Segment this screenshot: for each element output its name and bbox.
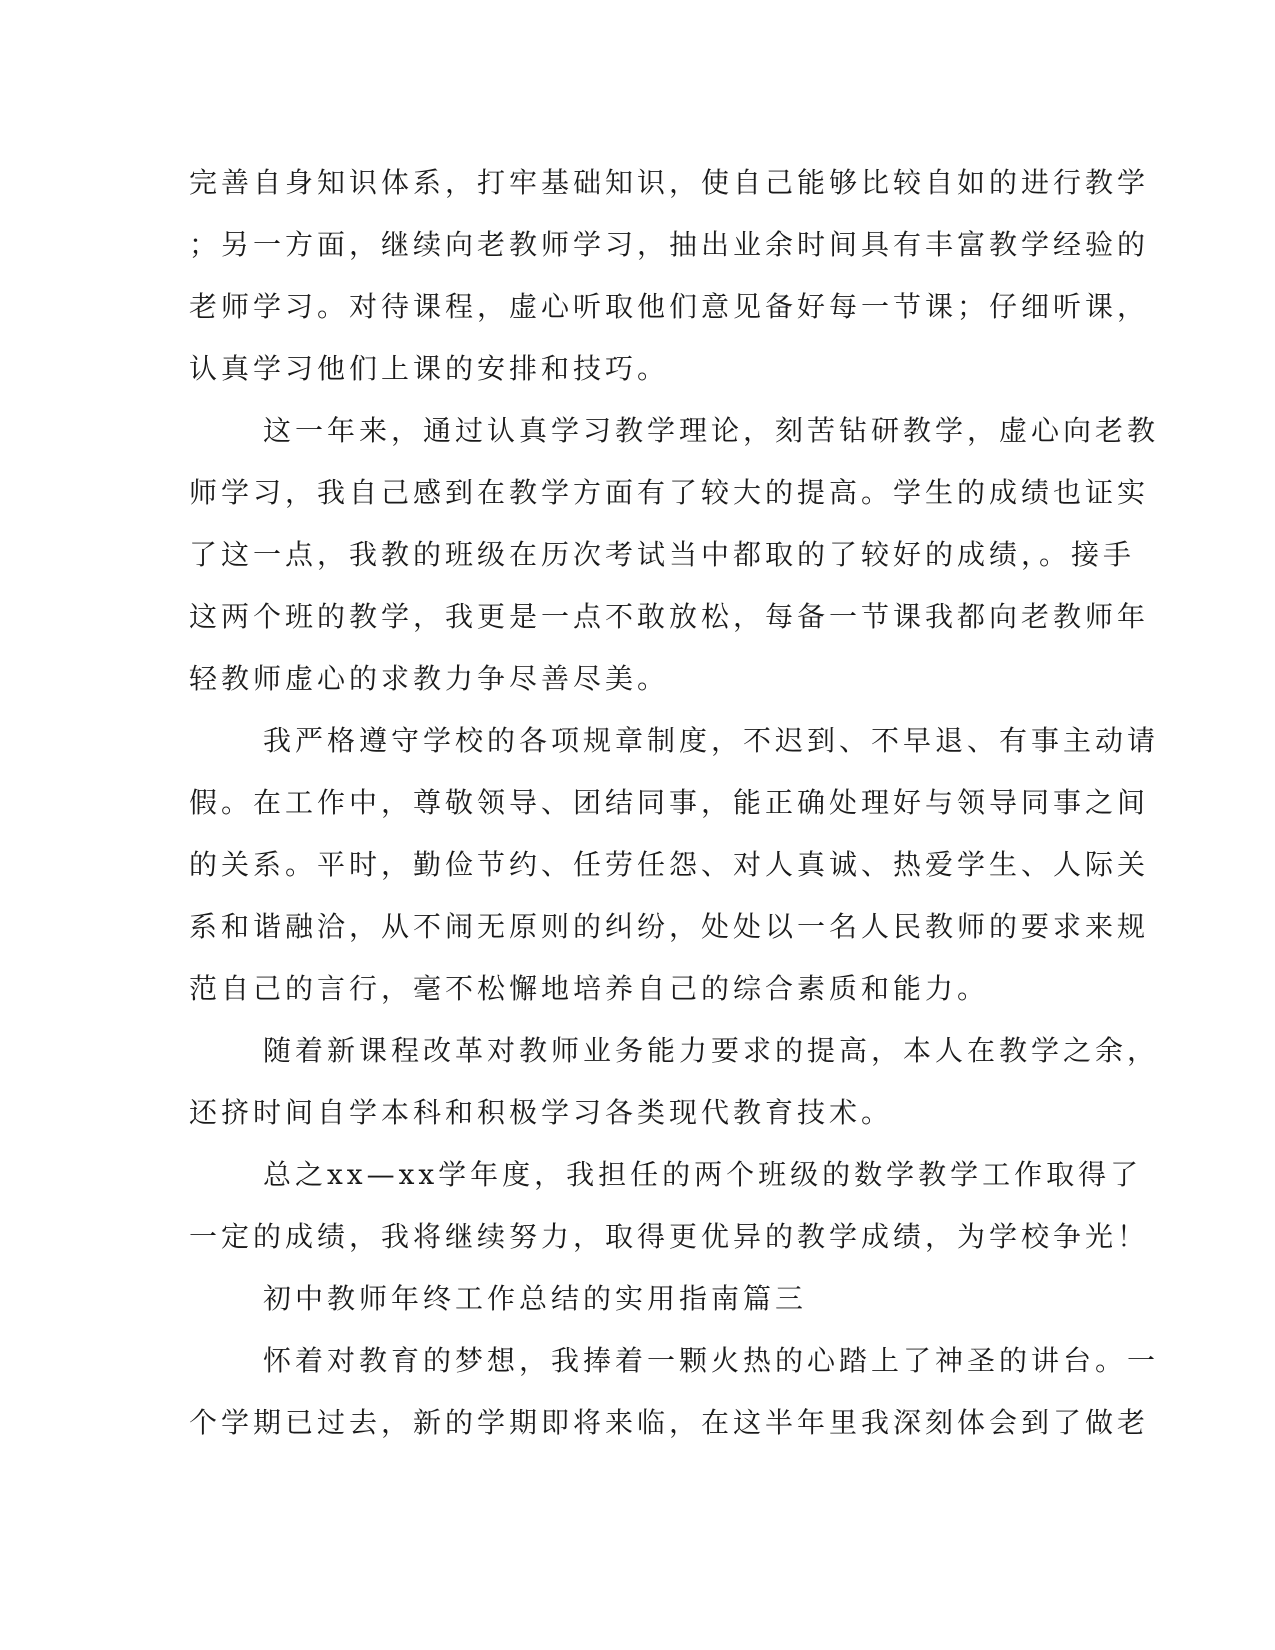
paragraph-first-line: 这一年来，通过认真学习教学理论，刻苦钻研教学，虚心向老教 bbox=[263, 414, 1160, 447]
text-line: 系和谐融洽，从不闹无原则的纠纷，处处以一名人民教师的要求来规 bbox=[189, 910, 1150, 943]
text-line: 这两个班的教学，我更是一点不敢放松，每备一节课我都向老教师年 bbox=[189, 600, 1150, 633]
paragraph-first-line: 怀着对教育的梦想，我捧着一颗火热的心踏上了神圣的讲台。一 bbox=[263, 1344, 1160, 1377]
text-line: 了这一点，我教的班级在历次考试当中都取的了较好的成绩，。接手 bbox=[189, 538, 1136, 571]
text-line: 范自己的言行，毫不松懈地培养自己的综合素质和能力。 bbox=[189, 972, 990, 1005]
text-line: 还挤时间自学本科和积极学习各类现代教育技术。 bbox=[189, 1096, 894, 1129]
text-line: 假。在工作中，尊敬领导、团结同事，能正确处理好与领导同事之间 bbox=[189, 786, 1150, 819]
body-text bbox=[189, 152, 1160, 1454]
text-line: 认真学习他们上课的安排和技巧。 bbox=[189, 352, 670, 385]
paragraph-first-line: 总之xx—xx学年度，我担任的两个班级的数学教学工作取得了 bbox=[263, 1158, 1143, 1191]
text-line: 老师学习。对待课程，虚心听取他们意见备好每一节课；仔细听课， bbox=[189, 290, 1150, 323]
paragraph-first-line: 随着新课程改革对教师业务能力要求的提高，本人在教学之余， bbox=[263, 1034, 1160, 1067]
text-line: 的关系。平时，勤俭节约、任劳任怨、对人真诚、热爱学生、人际关 bbox=[189, 848, 1150, 881]
text-line: 个学期已过去，新的学期即将来临，在这半年里我深刻体会到了做老 bbox=[189, 1406, 1150, 1439]
text-line: 轻教师虚心的求教力争尽善尽美。 bbox=[189, 662, 670, 695]
section-heading: 初中教师年终工作总结的实用指南篇三 bbox=[263, 1282, 808, 1315]
text-line: 完善自身知识体系，打牢基础知识，使自己能够比较自如的进行教学 bbox=[189, 166, 1150, 199]
text-line: ；另一方面，继续向老教师学习，抽出业余时间具有丰富教学经验的 bbox=[189, 228, 1150, 261]
paragraph-first-line: 我严格遵守学校的各项规章制度，不迟到、不早退、有事主动请 bbox=[263, 724, 1160, 757]
text-line: 一定的成绩，我将继续努力，取得更优异的教学成绩，为学校争光！ bbox=[189, 1220, 1150, 1253]
text-line: 师学习，我自己感到在教学方面有了较大的提高。学生的成绩也证实 bbox=[189, 476, 1150, 509]
